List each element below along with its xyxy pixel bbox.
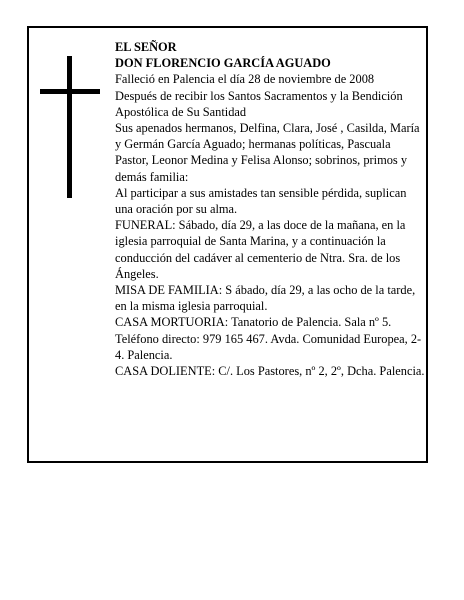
obituary-notice [27,26,428,463]
cross-horizontal-bar [40,89,100,94]
family-list: Sus apenados hermanos, Delfina, Clara, José , Casilda, María y Germán García Aguado; hermanas políticas, Pascuala Pastor, Leonor Medina y Felisa Alonso; sobrinos, primos y demás familia: [115,121,420,184]
sacraments-line: Después de recibir los Santos Sacramentos y la Bendición Apostólica de Su Santidad [115,88,403,119]
cross-vertical-bar [67,56,72,198]
cross-icon [40,56,100,198]
mourning-house-info: CASA DOLIENTE: C/. Los Pastores, nº 2, 2º, Dcha. Palencia. [115,364,425,379]
family-mass-info: MISA DE FAMILIA: S ábado, día 29, a las ocho de la tarde, en la misma iglesia parroquial. [115,283,416,314]
deceased-name: DON FLORENCIO GARCÍA AGUADO [115,56,331,71]
death-date: Falleció en Palencia el día 28 de noviembre de 2008 [115,72,375,87]
notice-text [115,39,425,379]
prayer-request: Al participar a sus amistades tan sensible pérdida, suplican una oración por su alma. [115,185,407,217]
funeral-info: FUNERAL: Sábado, día 29, a las doce de la mañana, en la iglesia parroquial de Santa Marina, y a continuación la conducción del cadáver al cementerio de Ntra. Sra. de los Ángeles. [115,218,406,281]
funeral-home-info: CASA MORTUORIA: Tanatorio de Palencia. Sala nº 5. Teléfono directo: 979 165 467. Avda. Comunidad Europea, 2-4. Palencia. [115,315,422,362]
heading-title: EL SEÑOR [115,40,177,54]
